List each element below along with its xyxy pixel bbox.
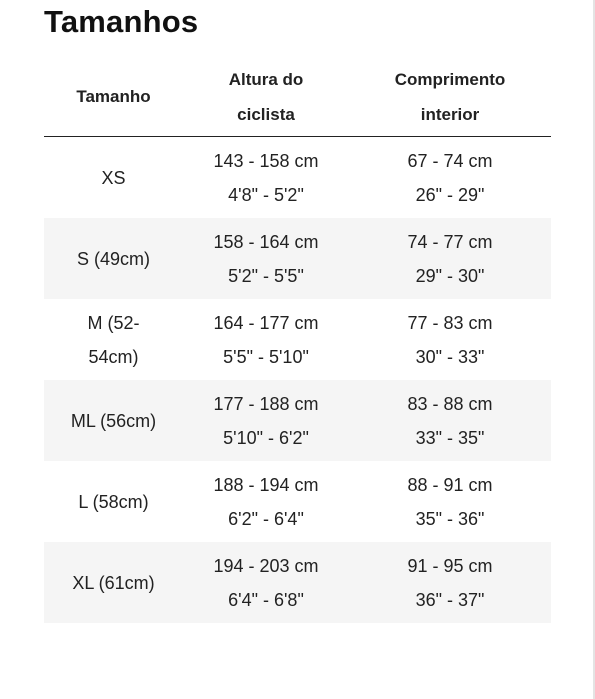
height-cell [183,218,349,299]
height-cm: 158 - 164 cm [213,231,319,252]
height-cell [183,542,349,623]
inseam-in: 33" - 35" [415,427,485,448]
inseam-cell [349,299,551,380]
size-table [44,57,551,623]
header-inseam [349,57,551,137]
height-ft: 6'4" - 6'8" [228,589,304,610]
inseam-cell [349,461,551,542]
inseam-cm: 83 - 88 cm [407,393,493,414]
size-label: ML (56cm) [70,410,157,431]
height-cell [183,380,349,461]
height-cm: 143 - 158 cm [213,150,319,171]
height-ft: 6'2" - 6'4" [228,508,304,529]
page-title: Tamanhos [44,4,199,39]
inseam-in: 35" - 36" [415,508,485,529]
header-size-label: Tamanho [76,87,151,106]
inseam-cm: 88 - 91 cm [407,474,493,495]
size-cell [44,542,183,623]
header-size [44,57,183,137]
inseam-cm: 67 - 74 cm [407,150,493,171]
inseam-cm: 77 - 83 cm [407,312,493,333]
inseam-in: 29" - 30" [415,265,485,286]
header-height [183,57,349,137]
table-row [44,137,551,218]
size-label: XS [101,167,126,188]
size-label: L (58cm) [78,491,149,512]
size-cell [44,218,183,299]
size-label: S (49cm) [76,248,150,269]
height-ft: 5'2" - 5'5" [228,265,304,286]
height-ft: 5'5" - 5'10" [223,346,309,367]
height-ft: 5'10" - 6'2" [223,427,309,448]
inseam-cm: 74 - 77 cm [407,231,493,252]
inseam-in: 36" - 37" [415,589,485,610]
table-header-row [44,57,551,137]
inseam-in: 30" - 33" [415,346,485,367]
inseam-cm: 91 - 95 cm [407,555,493,576]
height-cell [183,299,349,380]
inseam-cell [349,380,551,461]
inseam-in: 26" - 29" [415,184,485,205]
size-cell [44,380,183,461]
height-ft: 4'8" - 5'2" [228,184,304,205]
table-row [44,461,551,542]
table-row [44,218,551,299]
height-cell [183,461,349,542]
header-height-label: Altura do ciclista [228,69,304,124]
table-row [44,380,551,461]
height-cm: 177 - 188 cm [213,393,319,414]
height-cell [183,137,349,218]
inseam-cell [349,218,551,299]
table-row [44,299,551,380]
inseam-cell [349,137,551,218]
height-cm: 194 - 203 cm [213,555,319,576]
height-cm: 188 - 194 cm [213,474,319,495]
size-cell [44,137,183,218]
inseam-cell [349,542,551,623]
header-inseam-label: Comprimento interior [394,69,506,124]
size-label: M (52-54cm) [87,312,140,367]
size-label: XL (61cm) [72,572,155,593]
height-cm: 164 - 177 cm [213,312,319,333]
table-row [44,542,551,623]
size-cell [44,461,183,542]
size-cell [44,299,183,380]
